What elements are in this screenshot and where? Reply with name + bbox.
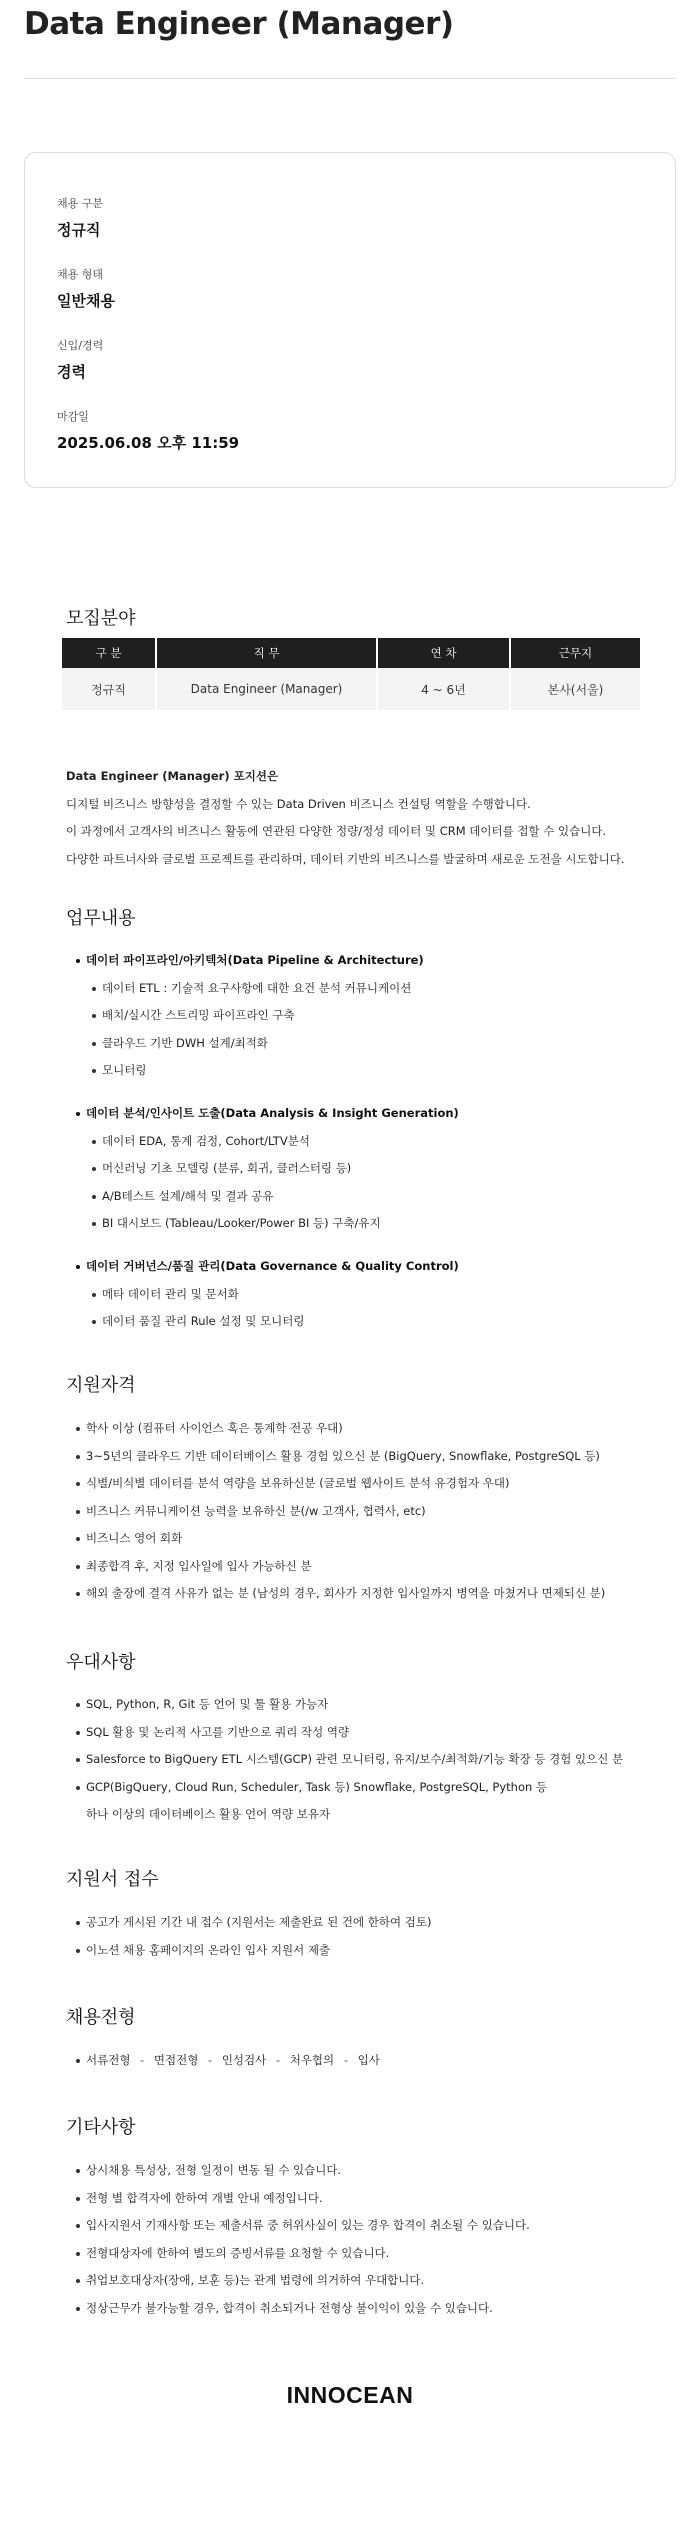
column-header: 근무지 <box>511 638 640 668</box>
list-item: 머신러닝 기초 모델링 (분류, 회귀, 클러스터링 등) <box>102 1155 459 1183</box>
employment-category-label: 채용 구분 <box>57 197 104 210</box>
intro-line: 이 과정에서 고객사의 비즈니스 활동에 연관된 다양한 정량/정성 데이터 및 CRM 데이터를 접할 수 있습니다. <box>66 824 607 838</box>
duty-group-title: 데이터 파이프라인/아키텍처(Data Pipeline & Architecture) <box>86 947 424 975</box>
list-item: 비즈니스 영어 회화 <box>86 1525 605 1553</box>
hiring-process-steps <box>86 2047 380 2075</box>
hiring-type-value: 일반채용 <box>57 292 115 310</box>
career-level-label: 신입/경력 <box>57 339 104 352</box>
column-header: 구 분 <box>62 638 155 668</box>
list-item: 학사 이상 (컴퓨터 사이언스 혹은 통계학 전공 우대) <box>86 1415 605 1443</box>
duty-group <box>86 1100 459 1238</box>
list-item: SQL 활용 및 논리적 사고를 기반으로 쿼리 작성 역량 <box>86 1719 623 1747</box>
innocean-logo: INNOCEAN <box>286 2382 414 2408</box>
process-heading: 채용전형 <box>66 2007 136 2028</box>
list-item: 전형 별 합격자에 한하여 개별 안내 예정입니다. <box>86 2185 530 2213</box>
list-item: 메타 데이터 관리 및 문서화 <box>102 1281 459 1309</box>
application-heading: 지원서 접수 <box>66 1869 159 1890</box>
page-title: Data Engineer (Manager) <box>24 6 454 42</box>
table-cell: 4 ~ 6년 <box>378 668 509 710</box>
intro-line: 디지털 비즈니스 방향성을 결정할 수 있는 Data Driven 비즈니스 컨설팅 역할을 수행합니다. <box>66 796 531 811</box>
duty-group <box>86 1253 459 1336</box>
duties-heading: 업무내용 <box>66 908 136 929</box>
etc-list <box>86 2157 530 2322</box>
process-list <box>86 2047 380 2075</box>
deadline-value: 2025.06.08 오후 11:59 <box>57 434 240 452</box>
list-item: 데이터 EDA, 통계 검정, Cohort/LTV분석 <box>102 1128 459 1156</box>
list-item: 데이터 ETL : 기술적 요구사항에 대한 요건 분석 커뮤니케이션 <box>102 975 424 1003</box>
column-header: 연 차 <box>378 638 509 668</box>
intro-line: 다양한 파트너사와 글로벌 프로젝트를 관리하며, 데이터 기반의 비즈니스를 발굴하며 새로운 도전을 시도합니다. <box>66 851 625 866</box>
list-item: 최종합격 후, 지정 입사일에 입사 가능하신 분 <box>86 1553 605 1581</box>
list-item: 비즈니스 커뮤니케이션 능력을 보유하신 분(/w 고객사, 협력사, etc) <box>86 1498 605 1526</box>
employment-category-value: 정규직 <box>57 221 101 239</box>
recruit-heading: 모집분야 <box>66 608 136 629</box>
table-row <box>62 668 640 710</box>
process-step: 서류전형 <box>86 2053 131 2067</box>
hiring-type-label: 채용 형태 <box>57 268 104 281</box>
list-item: 3~5년의 클라우드 기반 데이터베이스 활용 경험 있으신 분 (BigQuery, Snowflake, PostgreSQL 등) <box>86 1443 605 1471</box>
list-item: 상시채용 특성상, 전형 일정이 변동 될 수 있습니다. <box>86 2157 530 2185</box>
preferred-heading: 우대사항 <box>66 1652 136 1673</box>
preferred-list <box>86 1691 623 1801</box>
process-separator: - <box>140 2053 145 2067</box>
list-item: 전형대상자에 한하여 별도의 증빙서류를 요청할 수 있습니다. <box>86 2240 530 2268</box>
duty-list <box>102 1128 459 1238</box>
job-summary-card <box>24 152 676 488</box>
career-level-value: 경력 <box>57 363 86 381</box>
list-item: A/B테스트 설계/해석 및 결과 공유 <box>102 1183 459 1211</box>
process-separator: - <box>208 2053 213 2067</box>
intro-lead: Data Engineer (Manager) 포지션은 <box>66 769 279 783</box>
list-item: 해외 출장에 결격 사유가 없는 분 (남성의 경우, 회사가 지정한 입사일까지 병역을 마쳤거나 면제되신 분) <box>86 1580 605 1608</box>
title-divider <box>24 78 676 79</box>
table-header-row <box>62 638 640 668</box>
preferred-continuation: 하나 이상의 데이터베이스 활용 언어 역량 보유자 <box>86 1807 331 1821</box>
list-item: 식별/비식별 데이터를 분석 역량을 보유하신분 (글로벌 웹사이트 분석 유경험자 우대) <box>86 1470 605 1498</box>
position-intro <box>66 763 666 873</box>
list-item: 모니터링 <box>102 1057 424 1085</box>
deadline-label: 마감일 <box>57 410 89 423</box>
process-separator: - <box>343 2053 348 2067</box>
qualifications-list <box>86 1415 605 1608</box>
duty-group-title: 데이터 거버넌스/품질 관리(Data Governance & Quality Control) <box>86 1253 459 1281</box>
process-step: 면접전형 <box>153 2053 199 2067</box>
duty-group <box>86 947 424 1085</box>
process-separator: - <box>275 2053 281 2067</box>
list-item: GCP(BigQuery, Cloud Run, Scheduler, Task 등) Snowflake, PostgreSQL, Python 등 <box>86 1774 623 1802</box>
duty-group-title: 데이터 분석/인사이트 도출(Data Analysis & Insight Generation) <box>86 1100 459 1128</box>
list-item: SQL, Python, R, Git 등 언어 및 툴 활용 가능자 <box>86 1691 623 1719</box>
process-step: 입사 <box>357 2053 380 2067</box>
table-cell: 본사(서울) <box>511 668 640 710</box>
list-item: 클라우드 기반 DWH 설계/최적화 <box>102 1030 424 1058</box>
list-item: 입사지원서 기재사항 또는 제출서류 중 허위사실이 있는 경우 합격이 취소될 수 있습니다. <box>86 2212 530 2240</box>
list-item: Salesforce to BigQuery ETL 시스템(GCP) 관련 모니터링, 유지/보수/최적화/기능 확장 등 경험 있으신 분 <box>86 1746 623 1774</box>
list-item: 공고가 게시된 기간 내 접수 (지원서는 제출완료 된 건에 한하여 검토) <box>86 1909 431 1937</box>
table-cell: Data Engineer (Manager) <box>157 668 376 710</box>
column-header: 직 무 <box>157 638 376 668</box>
list-item: 이노션 채용 홈페이지의 온라인 입사 지원서 제출 <box>86 1937 431 1965</box>
list-item: BI 대시보드 (Tableau/Looker/Power BI 등) 구축/유지 <box>102 1210 459 1238</box>
recruit-table <box>60 638 642 710</box>
list-item: 데이터 품질 관리 Rule 설정 및 모니터링 <box>102 1308 459 1336</box>
qualifications-heading: 지원자격 <box>66 1375 136 1396</box>
list-item: 취업보호대상자(장애, 보훈 등)는 관계 법령에 의거하여 우대합니다. <box>86 2267 530 2295</box>
table-cell: 정규직 <box>62 668 155 710</box>
application-list <box>86 1909 431 1964</box>
duty-list <box>102 975 424 1085</box>
duty-list <box>102 1281 459 1336</box>
list-item: 정상근무가 불가능할 경우, 합격이 취소되거나 전형상 불이익이 있을 수 있습니다. <box>86 2295 530 2323</box>
process-step: 인성검사 <box>221 2053 267 2067</box>
list-item: 배치/실시간 스트리밍 파이프라인 구축 <box>102 1002 424 1030</box>
process-step: 처우협의 <box>289 2053 335 2067</box>
etc-heading: 기타사항 <box>66 2117 136 2138</box>
